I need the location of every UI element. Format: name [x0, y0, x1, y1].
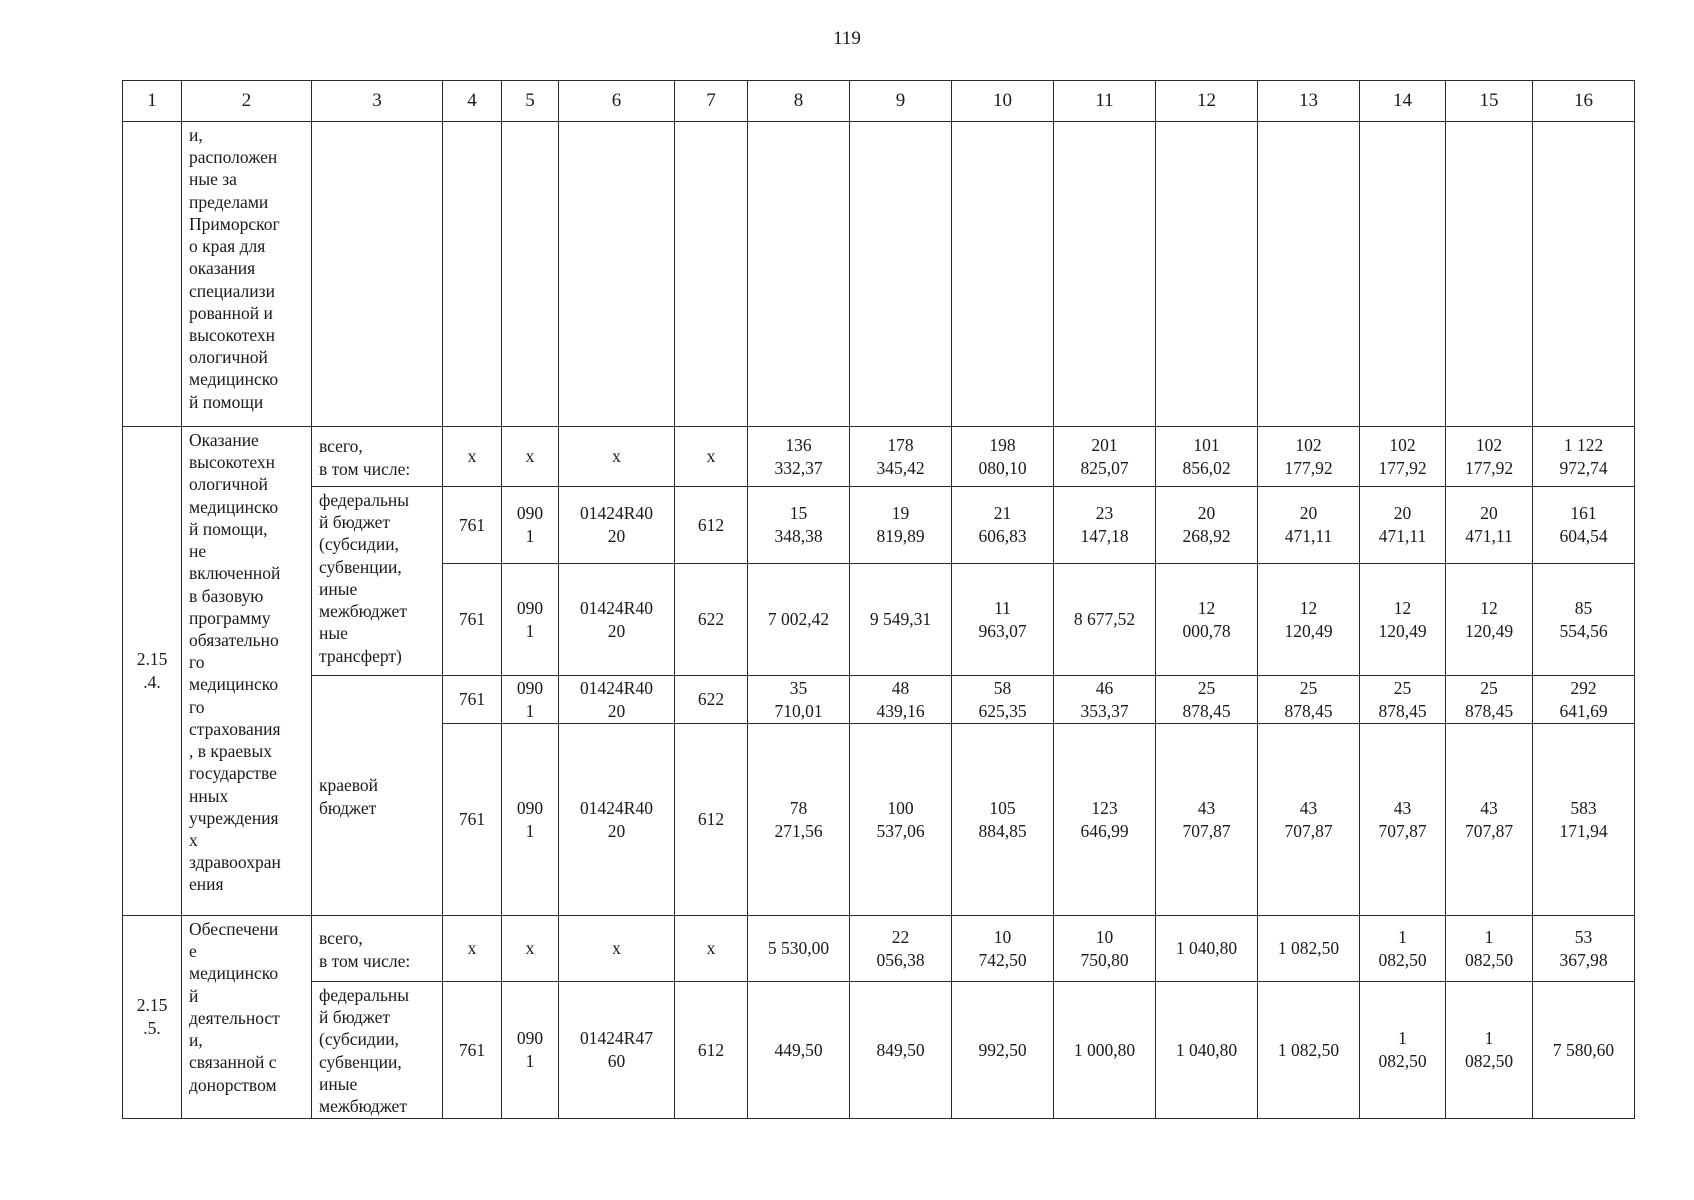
column-number: 12 [1156, 81, 1258, 122]
cell-value: 849,50 [850, 982, 952, 1119]
column-number: 3 [312, 81, 443, 122]
cell-value: 43 707,87 [1446, 724, 1533, 916]
cell-value: 43 707,87 [1360, 724, 1446, 916]
cell-value: 1 082,50 [1258, 982, 1360, 1119]
cell-value: 9 549,31 [850, 564, 952, 676]
table-row [123, 982, 1635, 1119]
column-number: 7 [675, 81, 748, 122]
column-number: 10 [952, 81, 1054, 122]
cell-value: 1 040,80 [1156, 916, 1258, 982]
cell-c7: 612 [675, 982, 748, 1119]
cell-c4: 761 [443, 487, 502, 564]
cell-value: 20 471,11 [1360, 487, 1446, 564]
cell-value: 20 471,11 [1258, 487, 1360, 564]
cell-value: 12 120,49 [1446, 564, 1533, 676]
cell-value: 102 177,92 [1360, 427, 1446, 487]
cell-value: 58 625,35 [952, 676, 1054, 724]
table-row [123, 916, 1635, 982]
column-number: 5 [502, 81, 559, 122]
table-row [123, 487, 1635, 564]
cell-value: 19 819,89 [850, 487, 952, 564]
column-number-row [123, 81, 1635, 122]
cell-value: 161 604,54 [1533, 487, 1635, 564]
cell-c6: 01424R40 20 [559, 564, 675, 676]
cell-value: 102 177,92 [1258, 427, 1360, 487]
cell-value: 53 367,98 [1533, 916, 1635, 982]
cell-c5: x [502, 916, 559, 982]
cell-c5: 090 1 [502, 487, 559, 564]
column-number: 14 [1360, 81, 1446, 122]
cell-value: 10 750,80 [1054, 916, 1156, 982]
cell-c5: 090 1 [502, 724, 559, 916]
cell-c6: 01424R47 60 [559, 982, 675, 1119]
cell-c7: x [675, 916, 748, 982]
cell-value: 43 707,87 [1258, 724, 1360, 916]
item-name: Обеспечени е медицинско й деятельност и, связанной с донорством [182, 916, 312, 1119]
funding-source: всего, в том числе: [312, 916, 443, 982]
cell-value: 25 878,45 [1446, 676, 1533, 724]
cell-value: 1 082,50 [1446, 982, 1533, 1119]
funding-source: всего, в том числе: [312, 427, 443, 487]
column-number: 8 [748, 81, 850, 122]
cell-c4: x [443, 916, 502, 982]
table-row [123, 427, 1635, 487]
cell-value: 10 742,50 [952, 916, 1054, 982]
cell-value: 85 554,56 [1533, 564, 1635, 676]
cell-value: 46 353,37 [1054, 676, 1156, 724]
cell-value: 25 878,45 [1156, 676, 1258, 724]
table-row [123, 676, 1635, 724]
cell-c7: 612 [675, 487, 748, 564]
cell-value: 7 002,42 [748, 564, 850, 676]
cell-value: 1 122 972,74 [1533, 427, 1635, 487]
cell-value: 1 000,80 [1054, 982, 1156, 1119]
cell-value: 1 082,50 [1360, 982, 1446, 1119]
funding-source: краевой бюджет [312, 676, 443, 916]
budget-table [122, 80, 1635, 1119]
cell-c6: x [559, 916, 675, 982]
column-number: 2 [182, 81, 312, 122]
column-number: 16 [1533, 81, 1635, 122]
cell-c6: 01424R40 20 [559, 487, 675, 564]
cell-c6: x [559, 427, 675, 487]
cell-c7: 612 [675, 724, 748, 916]
column-number: 11 [1054, 81, 1156, 122]
cell-value: 35 710,01 [748, 676, 850, 724]
funding-source: федеральны й бюджет (субсидии, субвенции, иные межбюджет ные трансферт) [312, 487, 443, 676]
cell-c4: 761 [443, 676, 502, 724]
cell-c5: 090 1 [502, 564, 559, 676]
item-name: Оказание высокотехн ологичной медицинско й помощи, не включенной в базовую программу обязательно го медицинско го страхования , в краевых государстве нных учреждения х здравоохран ения [182, 427, 312, 916]
cell-value: 22 056,38 [850, 916, 952, 982]
cell-value: 583 171,94 [1533, 724, 1635, 916]
cell-c4: 761 [443, 982, 502, 1119]
page-number: 119 [833, 28, 861, 49]
cell-c6: 01424R40 20 [559, 724, 675, 916]
cell-value: 102 177,92 [1446, 427, 1533, 487]
cell-value: 25 878,45 [1258, 676, 1360, 724]
cell-value: 20 471,11 [1446, 487, 1533, 564]
column-number: 6 [559, 81, 675, 122]
cell-value: 43 707,87 [1156, 724, 1258, 916]
cell-value: 1 082,50 [1258, 916, 1360, 982]
cell-value: 12 000,78 [1156, 564, 1258, 676]
cell-value: 12 120,49 [1360, 564, 1446, 676]
cell-value: 992,50 [952, 982, 1054, 1119]
item-number: 2.15 .5. [123, 916, 182, 1119]
cell-c4: 761 [443, 724, 502, 916]
item-name: и, расположен ные за пределами Приморског о края для оказания специализи рованной и высокотехн ологичной медицинско й помощи [182, 122, 312, 427]
cell-c4: x [443, 427, 502, 487]
cell-c7: 622 [675, 676, 748, 724]
cell-c5: 090 1 [502, 982, 559, 1119]
cell-c5: x [502, 427, 559, 487]
cell-c7: 622 [675, 564, 748, 676]
cell-value: 48 439,16 [850, 676, 952, 724]
column-number: 13 [1258, 81, 1360, 122]
item-number: 2.15 .4. [123, 427, 182, 916]
column-number: 1 [123, 81, 182, 122]
cell-c6: 01424R40 20 [559, 676, 675, 724]
cell-value: 23 147,18 [1054, 487, 1156, 564]
column-number: 9 [850, 81, 952, 122]
cell-value: 1 082,50 [1446, 916, 1533, 982]
cell-value: 20 268,92 [1156, 487, 1258, 564]
cell-c7: x [675, 427, 748, 487]
cell-value: 1 040,80 [1156, 982, 1258, 1119]
cell-value: 449,50 [748, 982, 850, 1119]
cell-value: 198 080,10 [952, 427, 1054, 487]
cell-value: 1 082,50 [1360, 916, 1446, 982]
continuation-row [123, 122, 1635, 427]
column-number: 4 [443, 81, 502, 122]
cell-c5: 090 1 [502, 676, 559, 724]
cell-value: 178 345,42 [850, 427, 952, 487]
cell-value: 12 120,49 [1258, 564, 1360, 676]
cell-value: 100 537,06 [850, 724, 952, 916]
cell-value: 8 677,52 [1054, 564, 1156, 676]
cell-c4: 761 [443, 564, 502, 676]
cell-value: 292 641,69 [1533, 676, 1635, 724]
cell-value: 105 884,85 [952, 724, 1054, 916]
cell-value: 15 348,38 [748, 487, 850, 564]
cell-value: 78 271,56 [748, 724, 850, 916]
cell-value: 11 963,07 [952, 564, 1054, 676]
cell-value: 101 856,02 [1156, 427, 1258, 487]
column-number: 15 [1446, 81, 1533, 122]
cell-value: 201 825,07 [1054, 427, 1156, 487]
cell-value: 136 332,37 [748, 427, 850, 487]
cell-value: 21 606,83 [952, 487, 1054, 564]
cell-value: 25 878,45 [1360, 676, 1446, 724]
cell-value: 123 646,99 [1054, 724, 1156, 916]
cell-value: 7 580,60 [1533, 982, 1635, 1119]
cell-value: 5 530,00 [748, 916, 850, 982]
funding-source: федеральны й бюджет (субсидии, субвенции, иные межбюджет [312, 982, 443, 1119]
